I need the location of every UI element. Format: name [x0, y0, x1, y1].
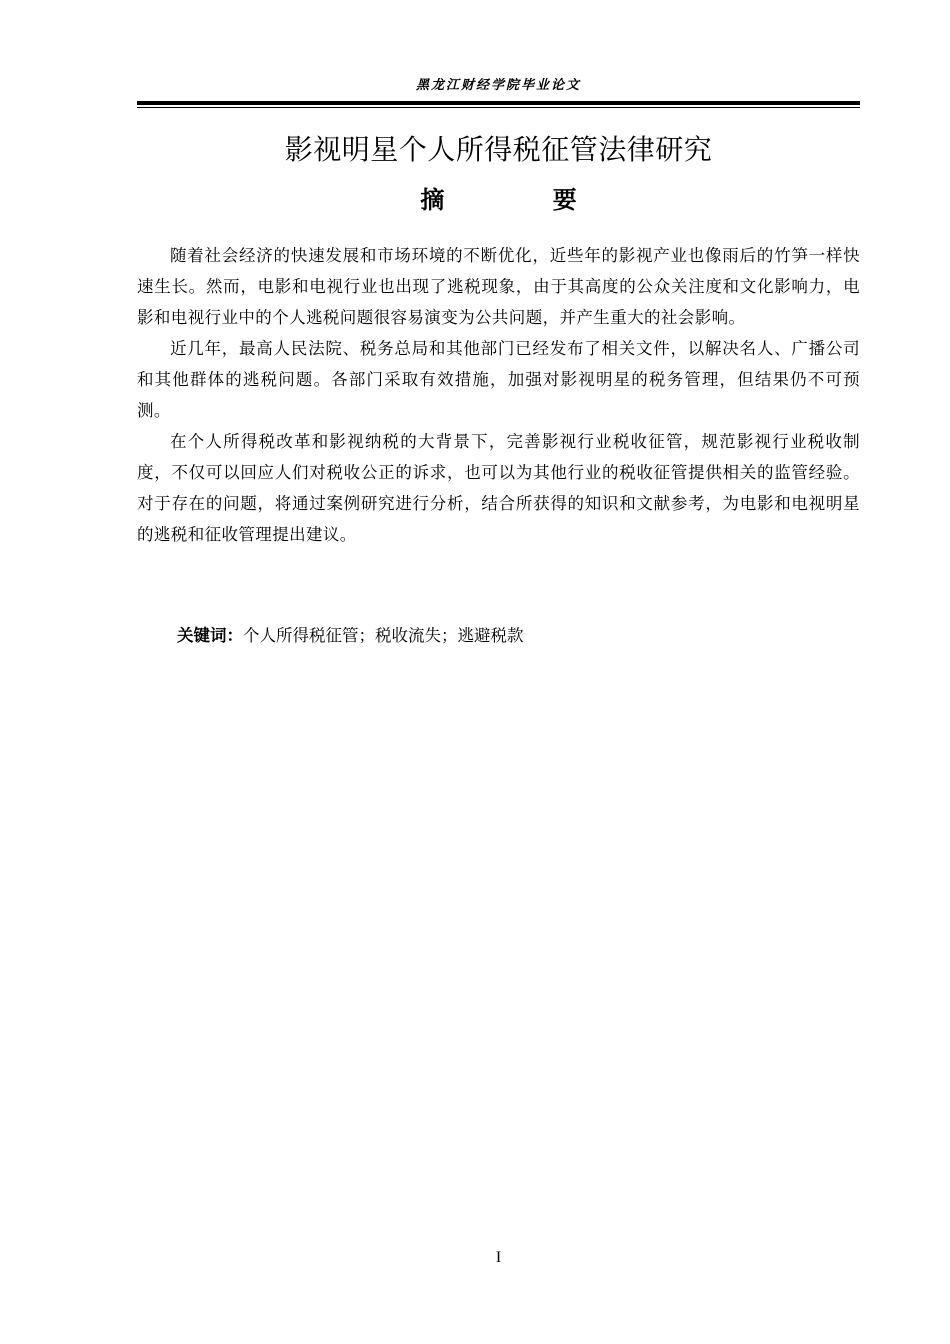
keywords-value: 个人所得税征管；税收流失；逃避税款	[243, 626, 524, 645]
keywords-line	[177, 622, 524, 650]
abstract-heading: 摘 要	[420, 186, 627, 214]
abstract-paragraph-2: 近几年，最高人民法院、税务总局和其他部门已经发布了相关文件，以解决名人、广播公司和其他群体的逃税问题。各部门采取有效措施，加强对影视明星的税务管理，但结果仍不可预测。	[137, 339, 860, 420]
header-rule-thin	[137, 107, 860, 108]
header-rule-thick	[137, 101, 860, 105]
document-title: 影视明星个人所得税征管法律研究	[284, 133, 713, 166]
abstract-body	[137, 240, 860, 550]
abstract-paragraph-3: 在个人所得税改革和影视纳税的大背景下，完善影视行业税收征管，规范影视行业税收制度，不仅可以回应人们对税收公正的诉求，也可以为其他行业的税收征管提供相关的监管经验。对于存在的问题，将通过案例研究进行分析，结合所获得的知识和文献参考，为电影和电视明星的逃税和征收管理提出建议。	[137, 432, 860, 544]
running-header: 黑龙江财经学院毕业论文	[415, 78, 581, 93]
abstract-paragraph-1: 随着社会经济的快速发展和市场环境的不断优化，近些年的影视产业也像雨后的竹笋一样快速生长。然而，电影和电视行业也出现了逃税现象，由于其高度的公众关注度和文化影响力，电影和电视行业中的个人逃税问题很容易演变为公共问题，并产生重大的社会影响。	[137, 246, 860, 327]
keywords-label: 关键词：	[177, 626, 243, 645]
page-number: I	[495, 1249, 502, 1266]
